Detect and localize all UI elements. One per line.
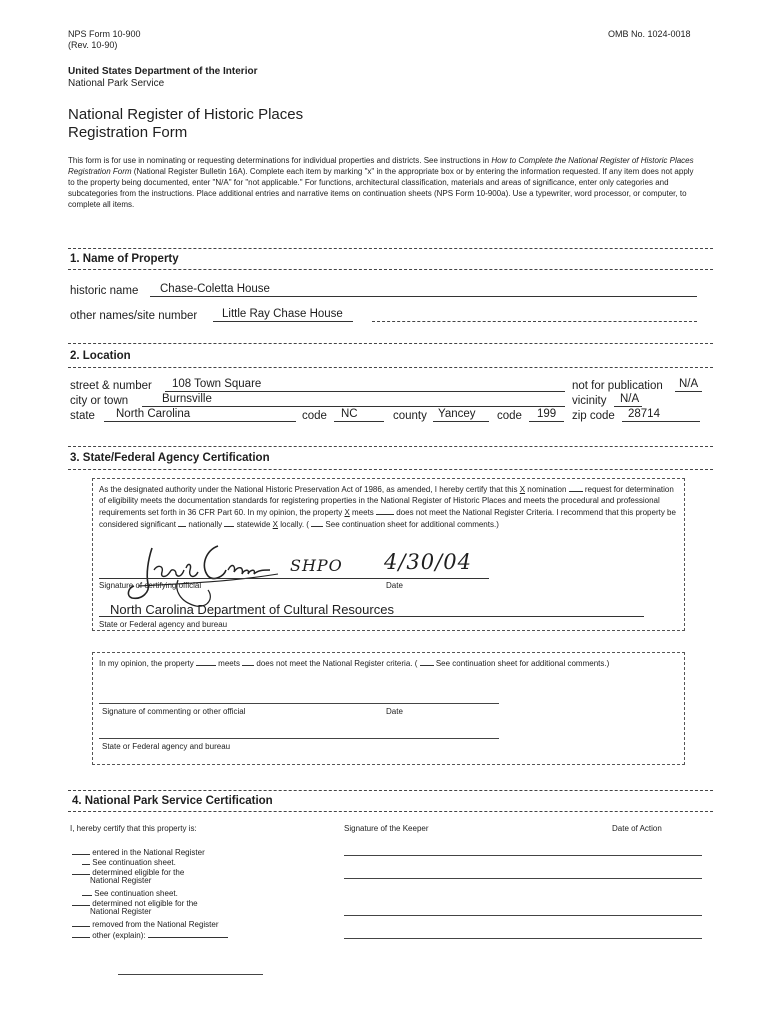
eligible-blank[interactable] bbox=[72, 866, 90, 875]
historic-name-label: historic name bbox=[70, 285, 139, 297]
other-explain-blank[interactable] bbox=[148, 929, 228, 938]
other-names-value: Little Ray Chase House bbox=[222, 308, 343, 320]
does-not-meet-blank[interactable] bbox=[376, 506, 394, 515]
keeper-signature-line[interactable] bbox=[344, 938, 702, 939]
eligible-continuation-blank[interactable] bbox=[82, 887, 92, 896]
other-option[interactable]: other (explain): bbox=[72, 929, 228, 940]
date-of-action-label: Date of Action bbox=[612, 824, 662, 833]
statewide-blank[interactable] bbox=[224, 518, 234, 527]
comment-agency-line[interactable] bbox=[99, 738, 499, 739]
opinion-continuation-blank[interactable] bbox=[420, 657, 434, 666]
agency-value: North Carolina Department of Cultural Resources bbox=[110, 602, 394, 617]
other-explain-line[interactable] bbox=[118, 974, 263, 975]
not-eligible-option[interactable]: determined not eligible for the bbox=[72, 897, 198, 908]
section-divider bbox=[68, 343, 713, 344]
city-value: Burnsville bbox=[162, 393, 212, 405]
section-divider bbox=[68, 248, 713, 249]
nationally-blank[interactable] bbox=[178, 518, 186, 527]
section-divider bbox=[68, 790, 713, 791]
keeper-signature-label: Signature of the Keeper bbox=[344, 824, 429, 833]
other-blank[interactable] bbox=[72, 929, 90, 938]
county-code-label: code bbox=[497, 410, 522, 422]
section-divider bbox=[68, 367, 713, 368]
entered-option[interactable]: entered in the National Register bbox=[72, 846, 205, 857]
street-value: 108 Town Square bbox=[172, 378, 262, 390]
section-divider bbox=[68, 811, 713, 812]
county-value: Yancey bbox=[438, 408, 476, 420]
section-divider bbox=[68, 469, 713, 470]
keeper-signature-line[interactable] bbox=[344, 855, 702, 856]
shpo-handwritten: SHPO bbox=[290, 556, 343, 575]
nomination-mark[interactable]: X bbox=[519, 485, 526, 494]
eligible-option[interactable]: determined eligible for the bbox=[72, 866, 184, 877]
service-name: National Park Service bbox=[68, 78, 165, 89]
comment-signature-label: Signature of commenting or other official bbox=[102, 707, 246, 716]
opinion-meets-blank[interactable] bbox=[196, 657, 216, 666]
not-eligible-option-cont: National Register bbox=[90, 907, 152, 916]
removed-option[interactable]: removed from the National Register bbox=[72, 918, 219, 929]
comment-date-label: Date bbox=[386, 707, 403, 716]
not-for-publication-value: N/A bbox=[679, 378, 699, 390]
form-number: NPS Form 10-900 bbox=[68, 29, 141, 39]
instructions-reference: How to Complete the National Register of Historic Places Registration Form bbox=[68, 156, 694, 176]
state-code-label: code bbox=[302, 410, 327, 422]
eligible-option-cont: National Register bbox=[90, 876, 152, 885]
state-value: North Carolina bbox=[116, 408, 191, 420]
opinion-does-not-meet-blank[interactable] bbox=[242, 657, 254, 666]
certifying-signature-label: Signature of certifying official bbox=[99, 581, 202, 590]
continuation-blank[interactable] bbox=[311, 518, 323, 527]
not-eligible-blank[interactable] bbox=[72, 897, 90, 906]
keeper-signature-line[interactable] bbox=[344, 915, 702, 916]
meets-mark[interactable]: X bbox=[344, 508, 350, 517]
street-label: street & number bbox=[70, 380, 152, 392]
certify-label: I, hereby certify that this property is: bbox=[70, 824, 197, 833]
section-2-heading: 2. Location bbox=[70, 350, 131, 362]
section-3-heading: 3. State/Federal Agency Certification bbox=[70, 452, 270, 464]
state-code-value: NC bbox=[341, 408, 358, 420]
request-blank[interactable] bbox=[569, 483, 583, 492]
form-title: National Register of Historic Places bbox=[68, 106, 304, 123]
entered-blank[interactable] bbox=[72, 846, 90, 855]
zip-value: 28714 bbox=[628, 408, 660, 420]
section-4-heading: 4. National Park Service Certification bbox=[72, 795, 273, 807]
section-divider bbox=[68, 269, 713, 270]
certifying-signature-line[interactable] bbox=[99, 566, 489, 579]
vicinity-label: vicinity bbox=[572, 395, 607, 407]
county-code-value: 199 bbox=[537, 408, 557, 420]
omb-number: OMB No. 1024-0018 bbox=[608, 29, 691, 39]
city-label: city or town bbox=[70, 395, 129, 407]
opinion-statement: In my opinion, the property meets does not meet the National Register criteria. ( See continuation sheet for additional comments.) bbox=[99, 659, 610, 668]
entered-continuation[interactable]: See continuation sheet. bbox=[82, 856, 176, 867]
date-signed-handwritten: 4/30/04 bbox=[384, 550, 472, 574]
entered-continuation-blank[interactable] bbox=[82, 856, 90, 865]
agency-label: State or Federal agency and bureau bbox=[99, 620, 228, 629]
vicinity-value: N/A bbox=[620, 393, 640, 405]
form-subtitle: Registration Form bbox=[68, 124, 188, 141]
other-names-label: other names/site number bbox=[70, 310, 198, 322]
removed-blank[interactable] bbox=[72, 918, 90, 927]
field-continuation-line bbox=[372, 321, 697, 322]
certifying-date-label: Date bbox=[386, 581, 403, 590]
department-name: United States Department of the Interior bbox=[68, 66, 258, 77]
form-revision: (Rev. 10-90) bbox=[68, 40, 118, 50]
zip-label: zip code bbox=[572, 410, 615, 422]
eligible-continuation[interactable]: See continuation sheet. bbox=[82, 887, 178, 898]
historic-name-value: Chase-Coletta House bbox=[160, 283, 270, 295]
locally-mark[interactable]: X bbox=[272, 520, 278, 529]
state-label: state bbox=[70, 410, 95, 422]
intro-instructions: This form is for use in nominating or requesting determinations for individual properties and districts. See instructions in How to Complete the National Register of Historic Places Registration Form (National Register Bulletin 16A). Complete each item by marking "x" in the appropriate box or by entering the information requested. If any item does not apply to the property being documented, enter "N/A" for "not applicable." For functions, architectural classification, materials and areas of significance, enter only categories and subcategories from the instructions. Place additional entries and narrative items on continuation sheets (NPS Form 10-900a). Use a typewriter, word processor, or computer, to complete all items. bbox=[68, 156, 694, 209]
not-for-publication-label: not for publication bbox=[572, 380, 663, 392]
section-1-heading: 1. Name of Property bbox=[70, 253, 179, 265]
keeper-signature-line[interactable] bbox=[344, 878, 702, 879]
comment-agency-label: State or Federal agency and bureau bbox=[102, 742, 231, 751]
comment-signature-line[interactable] bbox=[99, 703, 499, 704]
certification-statement: As the designated authority under the National Historic Preservation Act of 1986, as amended, I hereby certify that this X nomination request for determination of eligibility meets the documentation standards for registering properties in the National Register of Historic Places and meets the procedural and professional requirements set forth in 36 CFR Part 60. In my opinion, the property X meets does not meet the National Register Criteria. I recommend that this property be considered significant nationally statewide X locally. ( See continuation sheet for additional comments.) bbox=[99, 485, 676, 529]
section-divider bbox=[68, 446, 713, 447]
county-label: county bbox=[393, 410, 427, 422]
